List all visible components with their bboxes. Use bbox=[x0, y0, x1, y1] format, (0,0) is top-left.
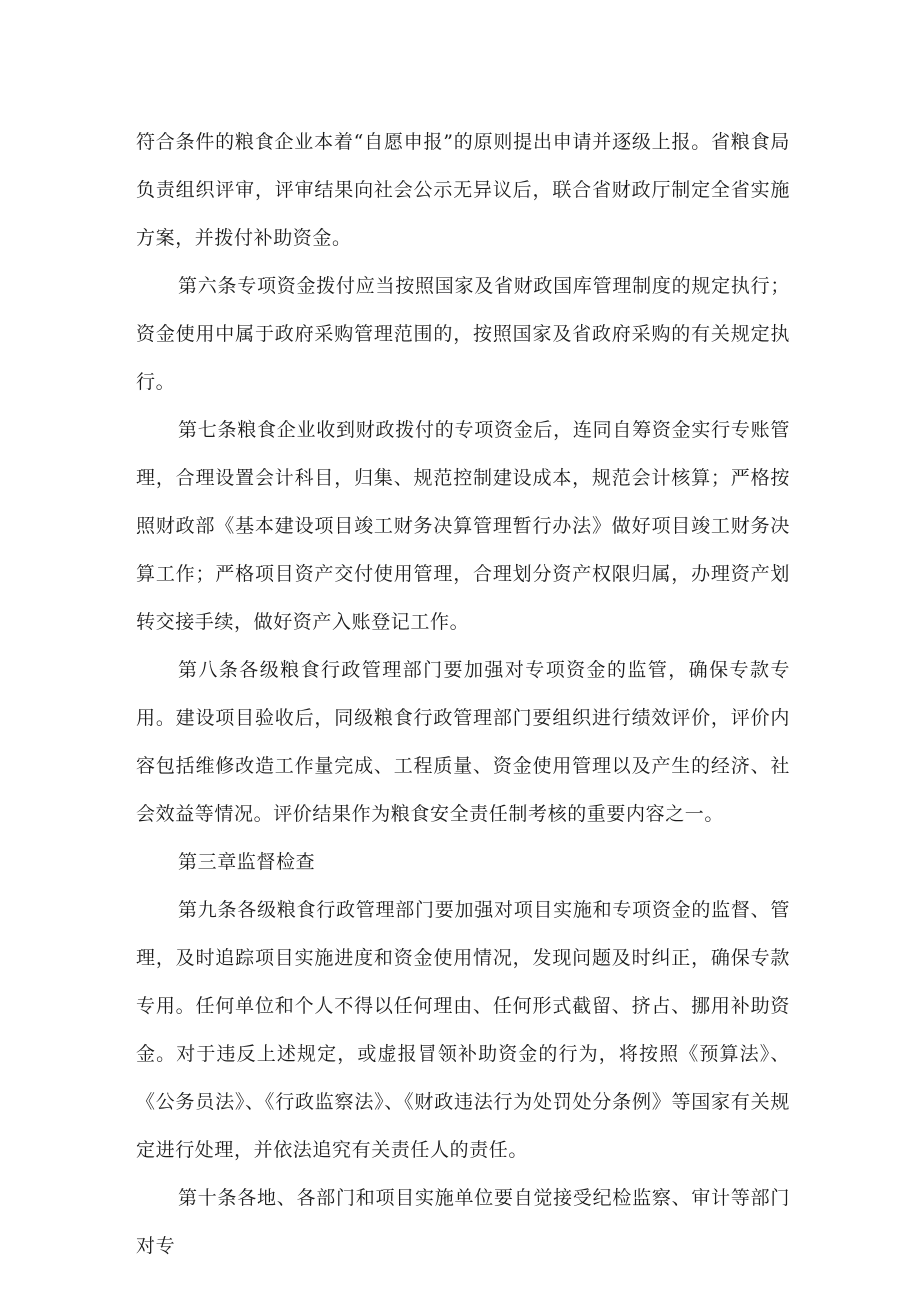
paragraph-article-10: 第十条各地、各部门和项目实施单位要自觉接受纪检监察、审计等部门对专 bbox=[136, 1187, 790, 1257]
paragraph-1: 符合条件的粮食企业本着“自愿申报”的原则提出申请并逐级上报。省粮食局负责组织评审，评审结果向社会公示无异议后，联合省财政厅制定全省实施方案，并拨付补助资金。 bbox=[136, 131, 790, 249]
chapter-heading: 第三章监督检查 bbox=[178, 851, 316, 873]
document-body bbox=[136, 118, 790, 1270]
paragraph-article-7: 第七条粮食企业收到财政拨付的专项资金后，连同自筹资金实行专账管理，合理设置会计科目，归集、规范控制建设成本，规范会计核算；严格按照财政部《基本建设项目竣工财务决算管理暂行办法》做好项目竣工财务决算工作；严格项目资产交付使用管理，合理划分资产权限归属，办理资产划转交接手续，做好资产入账登记工作。 bbox=[136, 419, 790, 633]
paragraph-article-6: 第六条专项资金拨付应当按照国家及省财政国库管理制度的规定执行；资金使用中属于政府采购管理范围的，按照国家及省政府采购的有关规定执行。 bbox=[136, 275, 790, 393]
paragraph-article-8: 第八条各级粮食行政管理部门要加强对专项资金的监管，确保专款专用。建设项目验收后，同级粮食行政管理部门要组织进行绩效评价，评价内容包括维修改造工作量完成、工程质量、资金使用管理以及产生的经济、社会效益等情况。评价结果作为粮食安全责任制考核的重要内容之一。 bbox=[136, 659, 790, 825]
paragraph-article-9: 第九条各级粮食行政管理部门要加强对项目实施和专项资金的监督、管理，及时追踪项目实施进度和资金使用情况，发现问题及时纠正，确保专款专用。任何单位和个人不得以任何理由、任何形式截留、挤占、挪用补助资金。对于违反上述规定，或虚报冒领补助资金的行为，将按照《预算法》、《公务员法》、《行政监察法》、《财政违法行为处罚处分条例》等国家有关规定进行处理，并依法追究有关责任人的责任。 bbox=[136, 899, 790, 1161]
